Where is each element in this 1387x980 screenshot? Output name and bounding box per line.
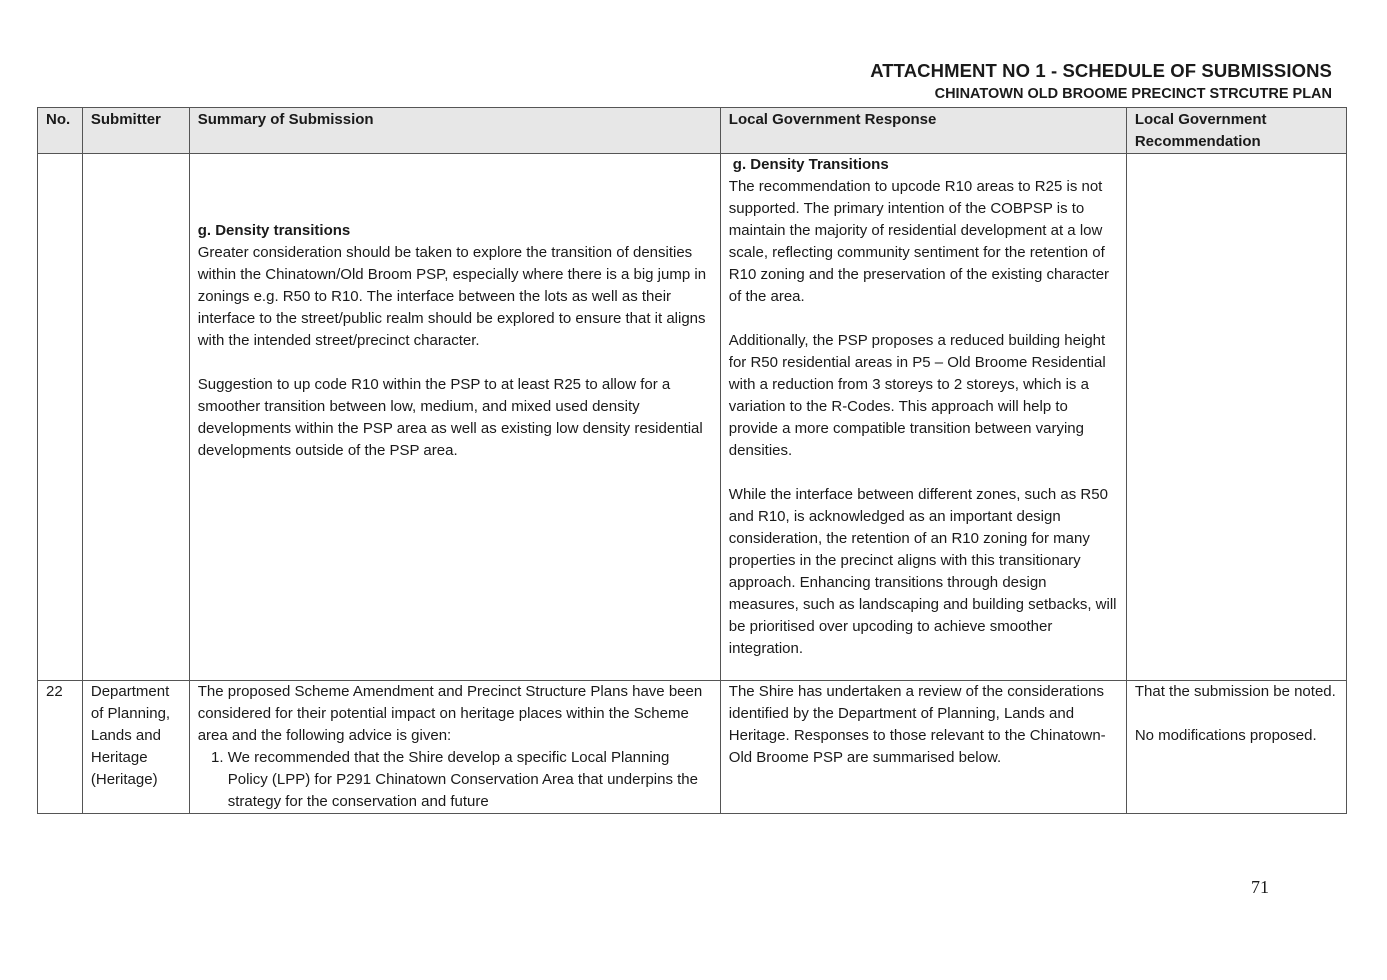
summary-cell xyxy=(189,154,720,681)
column-header-submitter: Submitter xyxy=(82,108,189,154)
column-header-recommendation: Local Government Recommendation xyxy=(1126,108,1346,154)
table-row xyxy=(38,681,1347,814)
summary-paragraph: The proposed Scheme Amendment and Precinct Structure Plans have been considered for their potential impact on heritage places within the Scheme area and the following advice is given: xyxy=(197,683,703,744)
table-row xyxy=(38,154,1347,681)
submitter-cell: Department of Planning, Lands and Heritage (Heritage) xyxy=(82,681,189,814)
recommendation-paragraph: That the submission be noted. xyxy=(1134,683,1336,700)
recommendation-cell xyxy=(1126,681,1346,814)
response-paragraph: The Shire has undertaken a review of the considerations identified by the Department of Planning, Lands and Heritage. Responses to those relevant to the Chinatown-Old Broome PSP are summarised below. xyxy=(728,683,1106,766)
list-item: 1. We recommended that the Shire develop a specific Local Planning Policy (LPP) for P291 Chinatown Conservation Area that underpins the strategy for the conservation and future xyxy=(228,747,712,813)
response-heading: g. Density Transitions xyxy=(732,156,889,173)
summary-numbered-list xyxy=(198,747,712,813)
column-header-no: No. xyxy=(38,108,83,154)
response-cell xyxy=(720,154,1126,681)
column-header-summary: Summary of Submission xyxy=(189,108,720,154)
summary-paragraph: Greater consideration should be taken to explore the transition of densities within the Chinatown/Old Broom PSP, especially where there is a big jump in zonings e.g. R50 to R10. The interface between the lots as well as their interface to the street/public realm should be explored to ensure that it aligns with the intended street/precinct character. xyxy=(197,244,707,349)
submissions-table xyxy=(37,107,1347,814)
submitter-cell xyxy=(82,154,189,681)
recommendation-paragraph: No modifications proposed. xyxy=(1134,727,1317,744)
summary-cell xyxy=(189,681,720,814)
summary-paragraph: Suggestion to up code R10 within the PSP to at least R25 to allow for a smoother transition between low, medium, and mixed used density developments within the PSP area as well as existing low density residential developments outside of the PSP area. xyxy=(197,376,703,459)
row-number-cell xyxy=(38,154,83,681)
response-paragraph: The recommendation to upcode R10 areas to R25 is not supported. The primary intention of the COBPSP is to maintain the majority of residential development at a low scale, reflecting community sentiment for the retention of R10 zoning and the preservation of the existing character of the area. xyxy=(728,178,1110,305)
document-title: ATTACHMENT NO 1 - SCHEDULE OF SUBMISSIONS xyxy=(870,60,1332,81)
document-subtitle: CHINATOWN OLD BROOME PRECINCT STRCUTRE PLAN xyxy=(934,86,1332,102)
recommendation-cell xyxy=(1126,154,1346,681)
table-header-row xyxy=(38,108,1347,154)
summary-heading: g. Density transitions xyxy=(197,222,351,239)
response-paragraph: While the interface between different zones, such as R50 and R10, is acknowledged as an important design consideration, the retention of an R10 zoning for many properties in the precinct aligns with this transitionary approach. Enhancing transitions through design measures, such as landscaping and building setbacks, will be prioritised over upcoding to achieve smoother integration. xyxy=(728,486,1117,657)
response-paragraph: Additionally, the PSP proposes a reduced building height for R50 residential areas in P5 – Old Broome Residential with a reduction from 3 storeys to 2 storeys, which is a variation to the R-Codes. This approach will help to provide a more compatible transition between varying densities. xyxy=(728,332,1106,459)
response-cell xyxy=(720,681,1126,814)
row-number-cell: 22 xyxy=(38,681,83,814)
page-number: 71 xyxy=(1251,877,1269,897)
column-header-response: Local Government Response xyxy=(720,108,1126,154)
